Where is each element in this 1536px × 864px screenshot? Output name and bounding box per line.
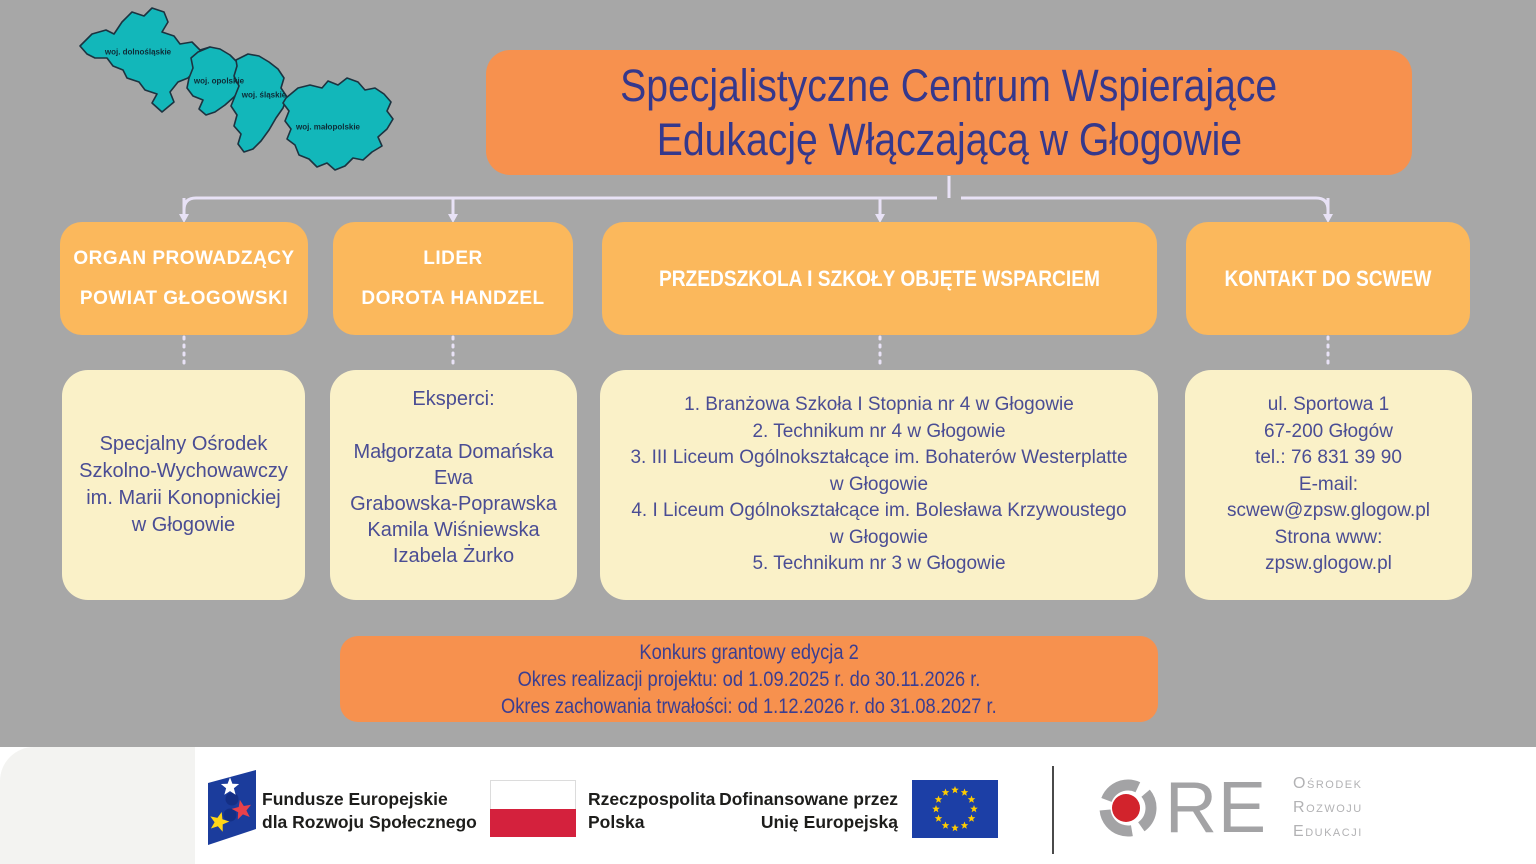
experts-heading: Eksperci: [412,388,495,410]
body-szkoly-lista [600,370,1158,600]
map-icon [60,0,420,200]
eu-flag-icon [912,780,998,838]
contact-website: zpsw.glogow.pl [1265,553,1392,575]
map-label-malopolskie: woj. małopolskie [295,122,361,132]
title-line-2: Edukację Włączającą w Głogowie [656,113,1242,165]
eu-cofunded-label [700,788,898,834]
body-line: Szkolno-Wychowawczy [79,460,288,482]
contact-www-label: Strona www: [1274,526,1383,548]
contact-phone: tel.: 76 831 39 90 [1255,447,1402,469]
contact-city: 67-200 Głogów [1264,420,1393,442]
poland-flag-icon [490,780,576,837]
eu-cofunded-line: Unię Europejską [760,812,898,832]
school-item-continuation: w Głogowie [829,526,929,548]
poland-voivodeships-map [60,0,420,200]
eu-funds-label [262,788,477,834]
header-line: LIDER [423,247,483,269]
eu-funds-logo-icon [205,766,259,848]
eu-funds-line: Fundusze Europejskie [262,789,448,809]
contact-street: ul. Sportowa 1 [1267,394,1390,416]
body-eksperci [330,370,577,600]
eu-funds-line: dla Rozwoju Społecznego [262,812,477,832]
eu-cofunded-line: Dofinansowane przez [719,789,898,809]
footer-divider [1052,766,1054,854]
contact-email: scwew@zpsw.glogow.pl [1226,500,1431,522]
poland-line: Rzeczpospolita [588,789,716,809]
header-line: ORGAN PROWADZĄCY [73,247,295,269]
poland-label [588,788,715,834]
grant-info-box [340,636,1158,722]
ore-name-line: Ośrodek [1293,775,1363,792]
title-line-1: Specjalistyczne Centrum Wspierające [620,59,1278,111]
header-organ-prowadzacy [60,222,308,335]
header-line: KONTAKT DO SCWEW [1224,265,1432,291]
ore-logo [1095,768,1363,848]
school-item: 2. Technikum nr 4 w Głogowie [752,420,1006,442]
header-line: POWIAT GŁOGOWSKI [79,287,289,309]
ore-name-line: Rozwoju [1293,799,1363,816]
header-kontakt-scwew [1186,222,1470,335]
page-title [486,50,1412,175]
grant-period: Okres realizacji projektu: od 1.09.2025 r. do 30.11.2026 r. [517,667,981,691]
contact-email-label: E-mail: [1298,473,1359,495]
expert-name: Ewa [434,467,473,489]
expert-name: Izabela Żurko [392,545,515,567]
region-slaskie [231,54,287,152]
body-line: Specjalny Ośrodek [99,433,268,455]
header-line: DOROTA HANDZEL [361,287,545,309]
footer-card [0,747,195,864]
ore-name [1293,772,1363,844]
body-line: im. Marii Konopnickiej [86,487,281,509]
school-item-continuation: w Głogowie [829,473,929,495]
grant-edition: Konkurs grantowy edycja 2 [639,640,859,664]
map-label-opolskie: woj. opolskie [193,76,245,86]
expert-name: Grabowska-Poprawska [350,493,557,515]
school-item: 4. I Liceum Ogólnokształcące im. Bolesława Krzywoustego [631,500,1127,522]
map-label-dolnoslaskie: woj. dolnośląskie [104,47,172,57]
school-item: 3. III Liceum Ogólnokształcące im. Bohaterów Westerplatte [630,447,1128,469]
header-lider [333,222,573,335]
map-label-slaskie: woj. śląskie [241,90,287,100]
body-kontakt [1185,370,1472,600]
poland-line: Polska [588,812,645,832]
ore-acronym: RE [1165,768,1268,848]
header-line: PRZEDSZKOLA I SZKOŁY OBJĘTE WSPARCIEM [659,265,1100,291]
ore-name-line: Edukacji [1293,823,1363,840]
body-organ-prowadzacy [62,370,305,600]
school-item: 5. Technikum nr 3 w Głogowie [752,553,1006,575]
body-line: w Głogowie [131,514,236,536]
school-item: 1. Branżowa Szkoła I Stopnia nr 4 w Głogowie [684,394,1074,416]
header-przedszkola-szkoly [602,222,1157,335]
expert-name: Kamila Wiśniewska [367,519,540,541]
expert-name: Małgorzata Domańska [353,441,554,463]
ore-ring-icon [1095,775,1161,841]
grant-sustainability: Okres zachowania trwałości: od 1.12.2026 r. do 31.08.2027 r. [501,694,997,718]
